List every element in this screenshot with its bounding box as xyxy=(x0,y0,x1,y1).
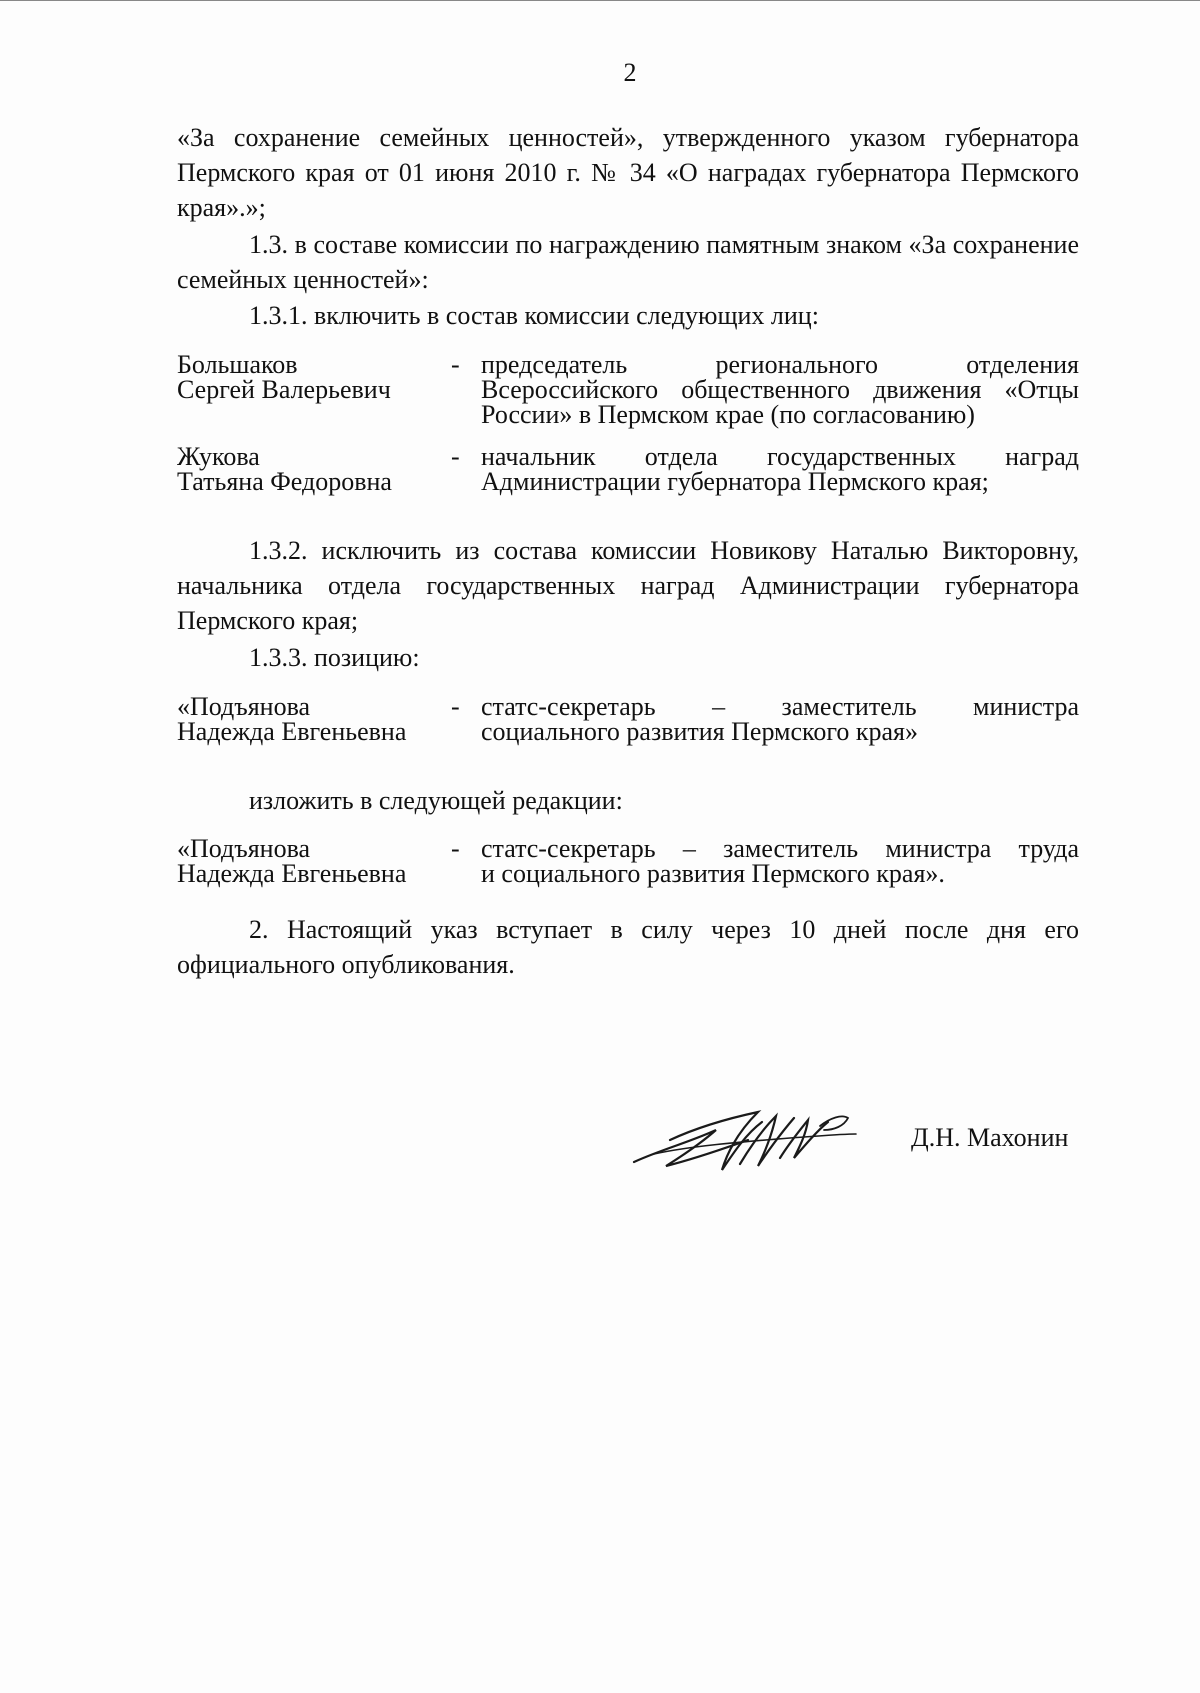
paragraph-1-3-1: 1.3.1. включить в состав комиссии следующих лиц: xyxy=(249,301,819,330)
member-role xyxy=(481,444,1079,494)
paragraph-award-reference: «За сохранение семейных ценностей», утвержденного указом губернатора Пермского края от 01 июня 2010 г. № 34 «О наградах губернатора Пермского края».»; xyxy=(177,123,1079,222)
handwritten-signature xyxy=(630,1100,860,1180)
member-surname: Жукова xyxy=(177,442,260,471)
paragraph-1-3-2: 1.3.2. исключить из состава комиссии Новикову Наталью Викторовну, начальника отдела государственных наград Администрации губернатора Пермского края; xyxy=(177,536,1079,635)
member-entry-bolshakov xyxy=(177,352,1079,427)
member-dash: - xyxy=(451,442,460,471)
member-given-names: Сергей Валерьевич xyxy=(177,375,391,404)
member-dash: - xyxy=(451,350,460,379)
member-name xyxy=(177,352,437,402)
member-role xyxy=(481,352,1079,427)
member-role-line: Администрации губернатора Пермского края; xyxy=(481,467,989,496)
member-role-line: России» в Пермском крае (по согласованию) xyxy=(481,400,975,429)
position-given-names: Надежда Евгеньевна xyxy=(177,859,407,888)
scan-edge xyxy=(0,0,1200,1)
position-role-line: и социального развития Пермского края». xyxy=(481,859,945,888)
paragraph-1-3-3: 1.3.3. позицию: xyxy=(249,643,420,672)
paragraph-1-3: 1.3. в составе комиссии по награждению памятным знаком «За сохранение семейных ценностей»: xyxy=(177,230,1079,294)
position-dash: - xyxy=(451,692,460,721)
member-name xyxy=(177,444,437,494)
position-given-names: Надежда Евгеньевна xyxy=(177,717,407,746)
position-new xyxy=(177,836,1079,886)
signer-name: Д.Н. Махонин xyxy=(911,1123,1069,1152)
position-role xyxy=(481,694,1079,744)
paragraph-new-wording: изложить в следующей редакции: xyxy=(249,786,623,815)
position-role-line: статс-секретарь – заместитель министра труда xyxy=(481,834,1079,863)
page-number: 2 xyxy=(623,58,637,87)
position-role xyxy=(481,836,1079,886)
paragraph-2-effective-date: 2. Настоящий указ вступает в силу через 10 дней после дня его официального опубликования. xyxy=(177,915,1079,979)
member-entry-zhukova xyxy=(177,444,1079,494)
position-role-line: социального развития Пермского края» xyxy=(481,717,919,746)
position-name xyxy=(177,836,437,886)
position-role-line: статс-секретарь – заместитель министра xyxy=(481,692,1079,721)
member-given-names: Татьяна Федоровна xyxy=(177,467,392,496)
position-surname: «Подъянова xyxy=(177,692,311,721)
position-old xyxy=(177,694,1079,744)
position-dash: - xyxy=(451,834,460,863)
member-role-line: Всероссийского общественного движения «Отцы xyxy=(481,375,1079,404)
member-surname: Большаков xyxy=(177,350,298,379)
member-role-line: начальник отдела государственных наград xyxy=(481,442,1079,471)
member-role-line: председатель регионального отделения xyxy=(481,350,1079,379)
position-name xyxy=(177,694,437,744)
position-surname: «Подъянова xyxy=(177,834,311,863)
